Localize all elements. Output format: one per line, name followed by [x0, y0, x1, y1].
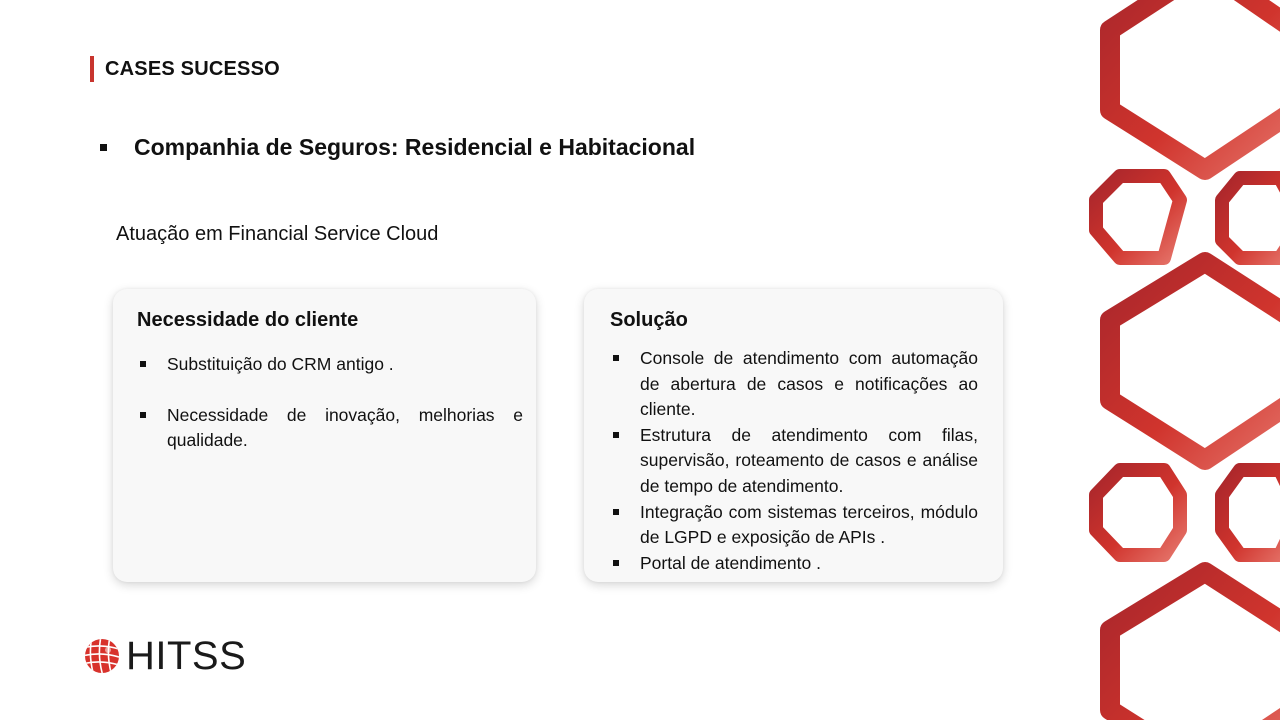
list-item-text: Console de atendimento com automação de abertura de casos e notificações ao cliente. — [640, 348, 978, 420]
logo-text: HITSS — [126, 634, 247, 678]
hexagon-shape — [1222, 470, 1280, 555]
hexagon-shape — [1110, 0, 1280, 170]
square-bullet-icon — [613, 355, 619, 361]
list-item — [138, 352, 523, 378]
square-bullet-icon — [100, 144, 107, 151]
hexagon-shape — [1110, 572, 1280, 720]
case-heading — [100, 134, 695, 161]
solution-list — [611, 346, 978, 576]
section-title: CASES SUCESSO — [105, 57, 280, 80]
client-needs-title: Necessidade do cliente — [137, 309, 359, 331]
hitss-logo — [84, 636, 246, 676]
case-subtitle: Atuação em Financial Service Cloud — [116, 223, 439, 245]
list-item — [611, 500, 978, 551]
hexagon-shape — [1110, 262, 1280, 460]
section-header — [90, 56, 280, 82]
list-item — [138, 403, 523, 454]
hexagon-decoration — [1080, 0, 1280, 720]
list-item-text: Necessidade de inovação, melhorias e qualidade. — [167, 404, 523, 451]
list-item-text: Integração com sistemas terceiros, módulo de LGPD e exposição de APIs . — [640, 501, 978, 548]
client-needs-card — [113, 289, 536, 582]
list-item — [611, 346, 978, 423]
hexagon-shape — [1096, 176, 1180, 258]
case-title: Companhia de Seguros: Residencial e Habitacional — [134, 134, 696, 160]
list-item-text: Substituição do CRM antigo . — [167, 354, 394, 374]
list-item-text: Portal de atendimento . — [640, 552, 821, 573]
square-bullet-icon — [140, 361, 146, 367]
list-item — [611, 551, 978, 577]
hexagon-shape — [1096, 470, 1180, 555]
hitss-globe-icon — [84, 638, 120, 674]
accent-bar — [90, 56, 94, 82]
list-item — [611, 423, 978, 500]
hexagon-shape — [1222, 178, 1280, 258]
square-bullet-icon — [140, 412, 146, 418]
square-bullet-icon — [613, 432, 619, 438]
client-needs-list — [138, 352, 523, 454]
square-bullet-icon — [613, 560, 619, 566]
solution-card — [584, 289, 1003, 582]
square-bullet-icon — [613, 509, 619, 515]
list-item-text: Estrutura de atendimento com filas, supervisão, roteamento de casos e análise de tempo de atendimento. — [640, 424, 978, 496]
solution-title: Solução — [610, 309, 688, 331]
